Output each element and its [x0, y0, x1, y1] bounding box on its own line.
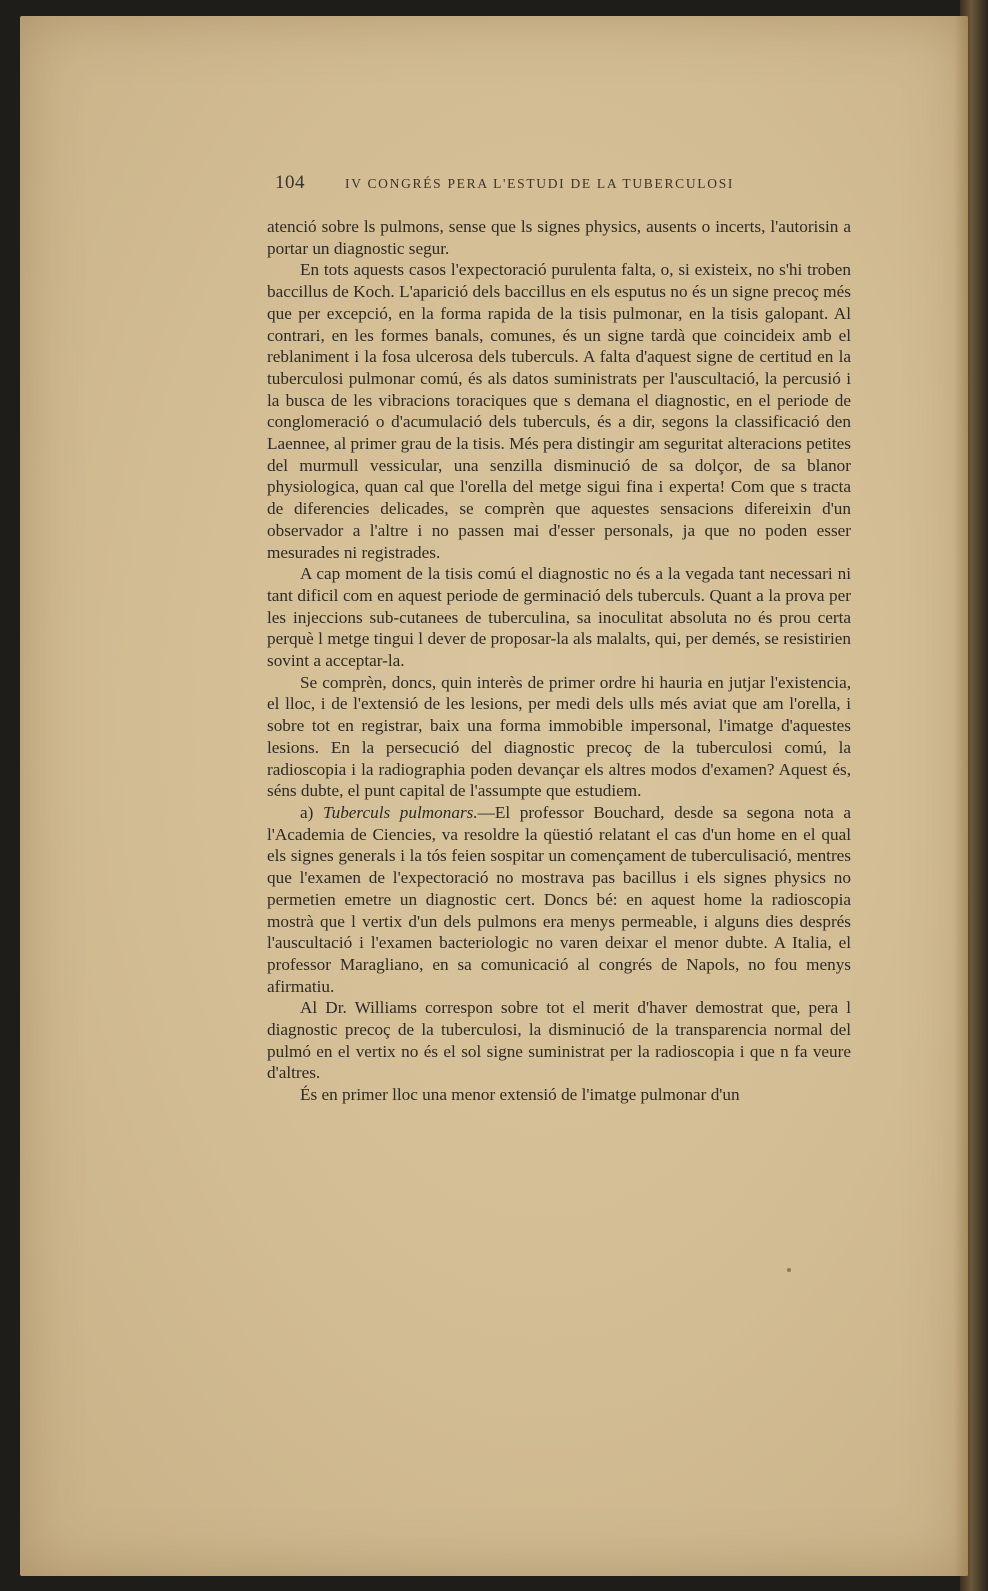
paragraph: En tots aquests casos l'expectoració purulenta falta, o, si existeix, no s'hi troben baccillus de Koch. L'aparició dels baccillus en els esputus no és un signe precoç més que per excepció, en la forma rapida de la tisis pulmonar, en la tisis galopant. Al contrari, en les formes banals, comunes, és un signe tardà que coincideix amb el reblaniment i la fosa ulcerosa dels tuberculs. A falta d'aquest signe de certitud en la tuberculosi pulmonar comú, és als datos suministrats per l'auscultació, la percusió i la busca de les vibracions toraciques que s demana el diagnostic, en el periode de conglomeració o d'acumulació dels tuberculs, és a dir, segons la classificació den Laennee, al primer grau de la tisis. Més pera distingir am seguritat alteracions petites del murmull vessicular, una senzilla disminució de sa dolçor, de sa blanor physiologica, quan cal que l'orella del metge sigui fina i experta! Com que s tracta de diferencies delicades, se comprèn que aquestes sensacions difereixin d'un observador a l'altre i no passen mai d'esser personals, ja que no poden esser mesurades ni registrades.	[267, 260, 851, 562]
page-number: 104	[275, 172, 305, 193]
page-shadow-edge	[954, 16, 968, 1576]
paragraph: atenció sobre ls pulmons, sense que ls signes physics, ausents o incerts, l'autorisin a portar un diagnostic segur.	[267, 217, 851, 258]
running-title: IV CONGRÉS PERA L'ESTUDI DE LA TUBERCULOSI	[345, 176, 735, 191]
subsection-paragraph	[267, 802, 851, 997]
subsection-label: a)	[300, 802, 314, 822]
paragraph: Se comprèn, doncs, quin interès de primer ordre hi hauria en jutjar l'existencia, el lloc, i de l'extensió de les lesions, per medi dels ulls més aviat que am l'orella, i sobre tot en registrar, baix una forma immobible impersonal, l'imatge d'aquestes lesions. En la persecució del diagnostic precoç de la tuberculosi comú, la radioscopia i la radiographia poden devançar els altres modos d'examen? Aquest és, séns dubte, el punt capital de l'assumpte que estudiem.	[267, 672, 851, 801]
subsection-text: —El professor Bouchard, desde sa segona nota a l'Academia de Ciencies, va resoldre la qüestió relatant el cas d'un home en el qual els signes generals i la tós feien sospitar un començament de tuberculisació, mentres que l'examen de l'expectoració no mostrava pas bacillus i els signes physics no permetien emetre un diagnostic cert. Doncs bé: en aquest home la radioscopia mostrà que l vertix d'un dels pulmons era menys permeable, i alguns dies després l'auscultació i l'examen bacteriologic no varen deixar el menor dubte. A Italia, el professor Maragliano, en sa comunicació al congrés de Napols, no fou menys afirmatiu.	[267, 802, 852, 996]
paragraph: A cap moment de la tisis comú el diagnostic no és a la vegada tant necessari ni tant dificil com en aquest periode de germinació dels tuberculs. Quant a la prova per les injeccions sub-cutanees de tuberculina, sa inoculitat absoluta no és prou certa perquè l metge tingui l dever de proposar-la als malalts, qui, per demés, se resistirien sovint a acceptar-la.	[267, 564, 851, 671]
subsection-title: Tuberculs pulmonars.	[323, 802, 478, 822]
paragraph: És en primer lloc una menor extensió de l'imatge pulmonar d'un	[300, 1085, 740, 1105]
running-header	[275, 172, 845, 194]
paragraph: Al Dr. Williams correspon sobre tot el merit d'haver demostrat que, pera l diagnostic precoç de la tuberculosi, la disminució de la transparencia normal del pulmó en el vertix no és el sol signe suministrat per la radioscopia i que n fa veure d'altres.	[267, 998, 851, 1083]
ink-speck	[787, 1268, 791, 1272]
body-text	[267, 216, 851, 1106]
